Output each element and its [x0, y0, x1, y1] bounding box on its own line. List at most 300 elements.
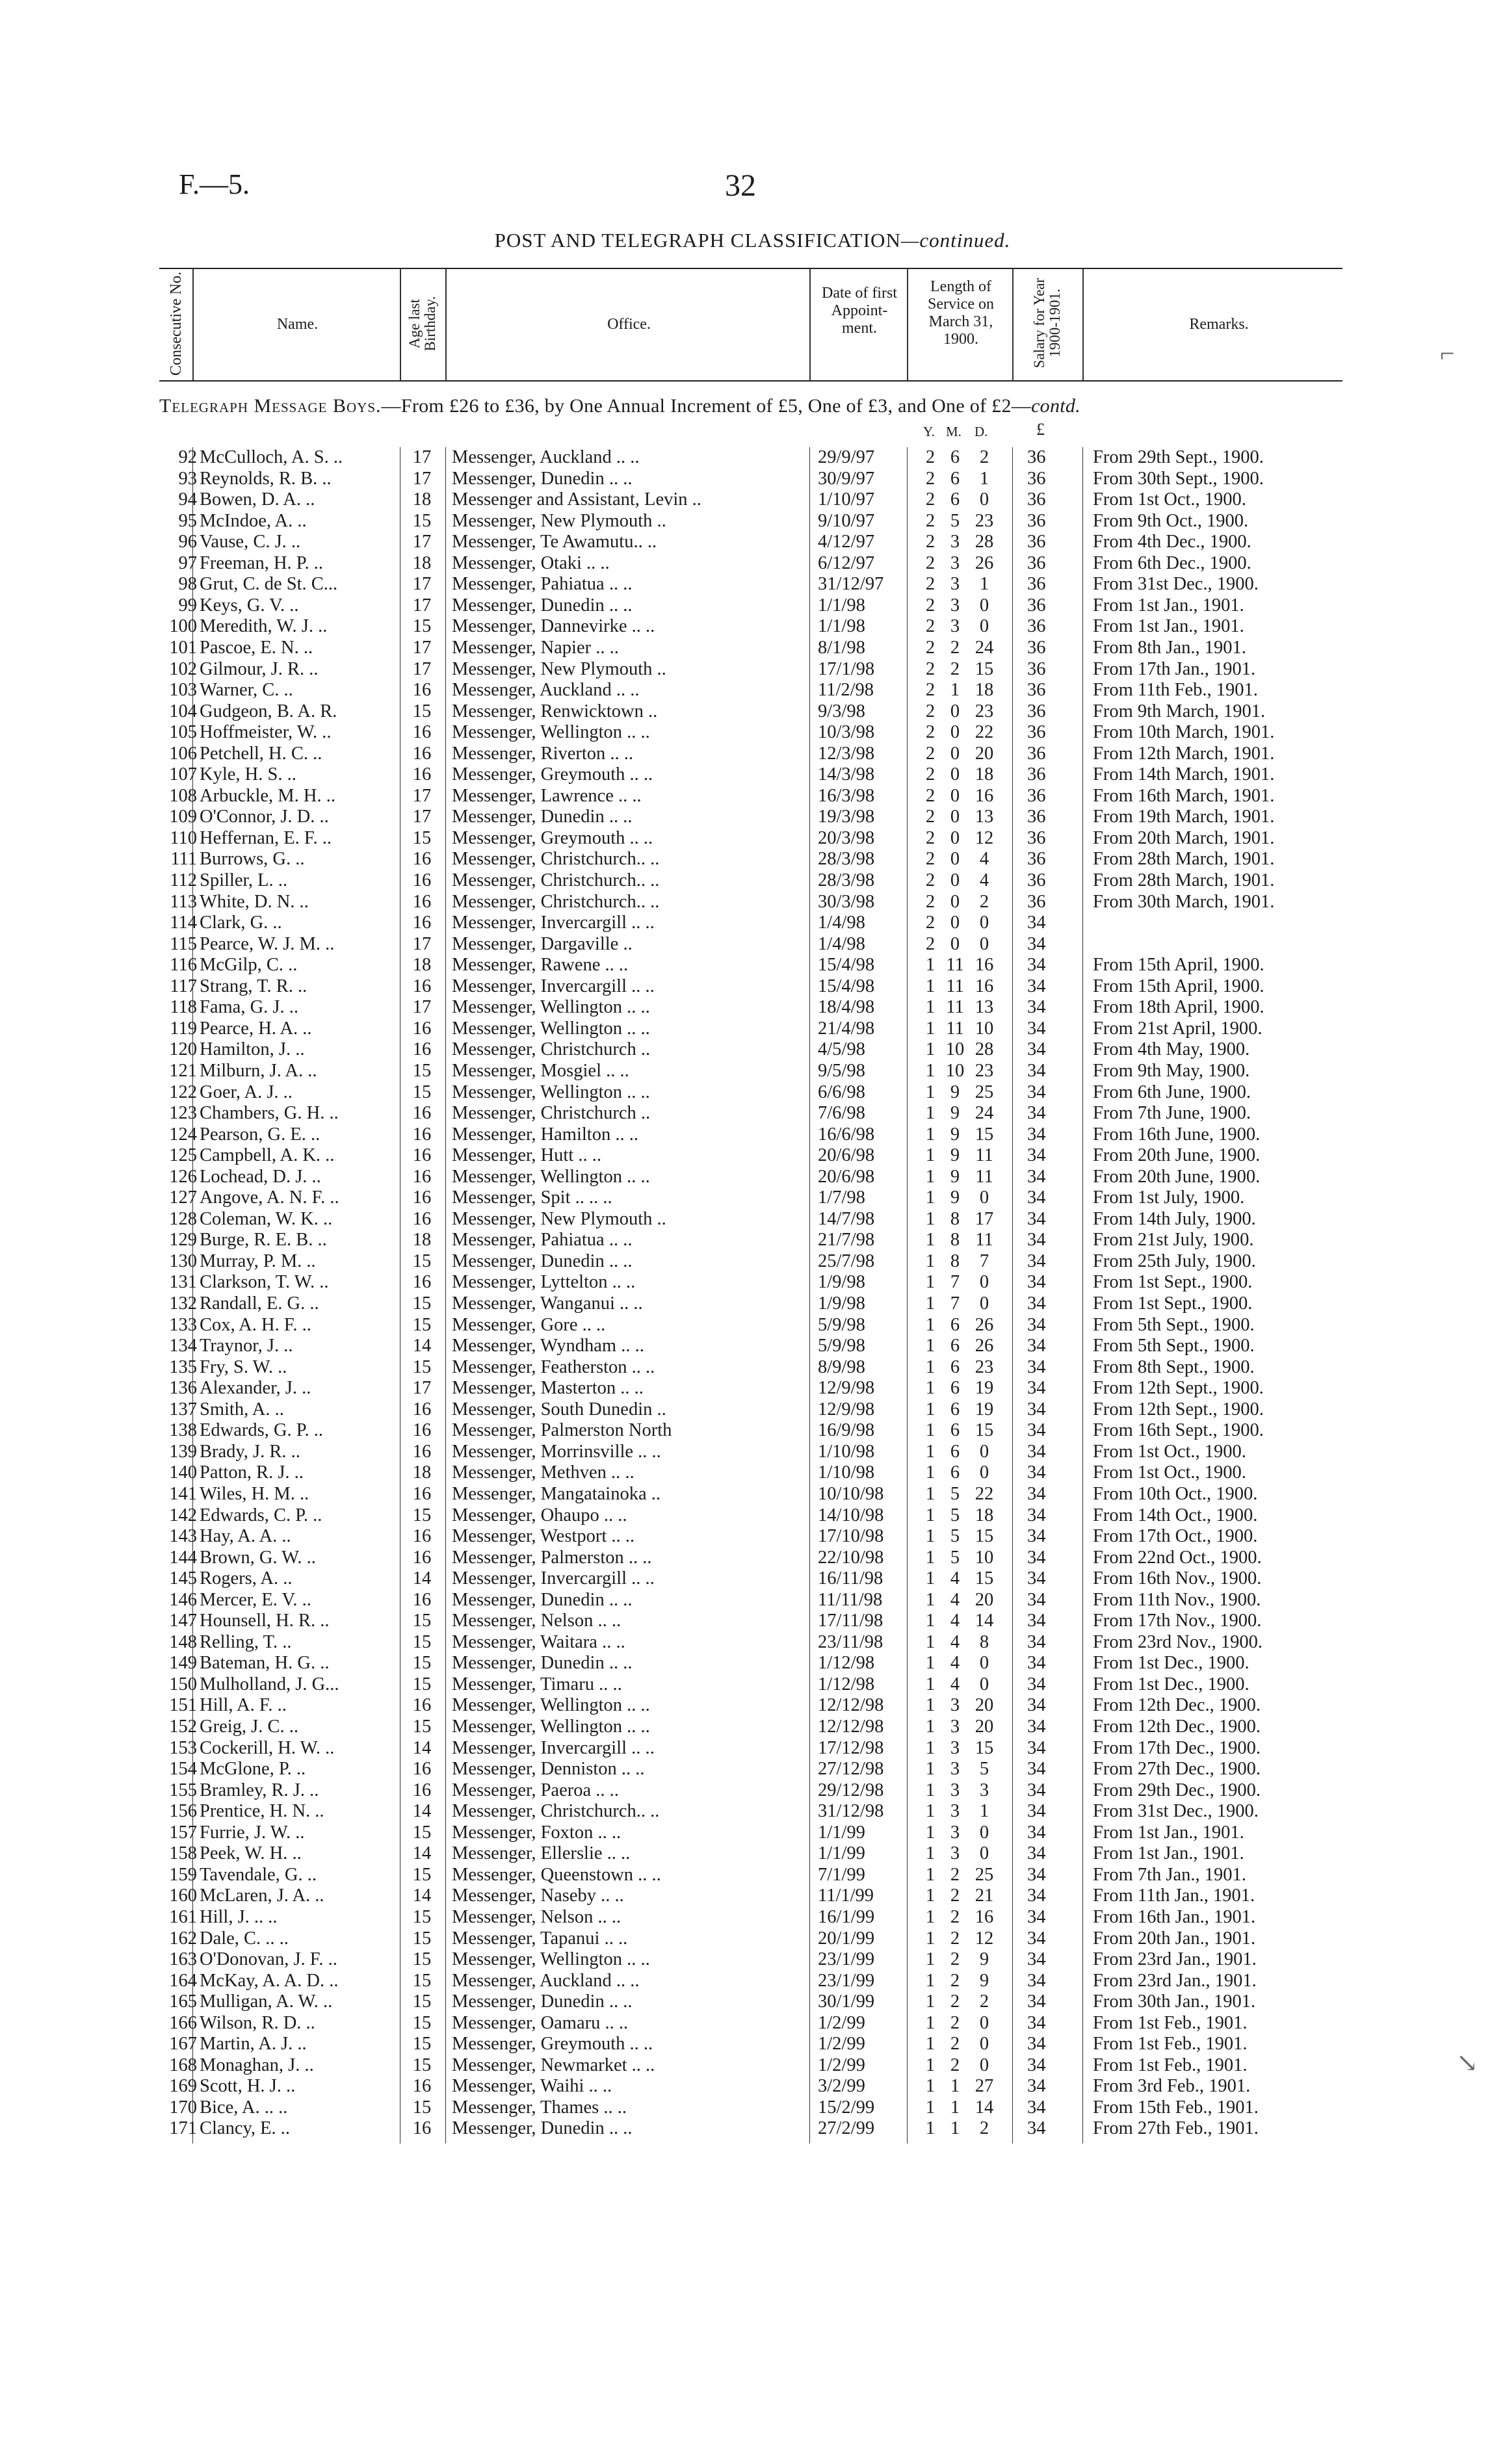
row-service-days: 18 — [975, 764, 994, 785]
row-service-months: 0 — [950, 913, 960, 933]
row-service-days: 23 — [975, 1060, 994, 1081]
row-service-months: 2 — [950, 2012, 960, 2033]
row-name: Scott, H. J. .. — [200, 2076, 296, 2097]
row-remarks: From 14th March, 1901. — [1093, 764, 1275, 785]
row-age: 15 — [412, 1611, 432, 1631]
row-number: 169 — [169, 2076, 197, 2097]
row-appointment-date: 1/1/98 — [818, 616, 865, 637]
row-office: Messenger, Wellington .. .. — [452, 1166, 650, 1187]
row-service-days: 4 — [979, 849, 989, 870]
row-salary: 34 — [1027, 976, 1046, 996]
row-age: 16 — [412, 1166, 432, 1187]
row-service-years: 1 — [925, 1103, 936, 1124]
row-salary: 34 — [1027, 2055, 1046, 2075]
row-remarks: From 11th Feb., 1901. — [1093, 680, 1258, 701]
row-service-days: 0 — [979, 2055, 989, 2075]
row-office: Messenger, Mangatainoka .. — [452, 1483, 661, 1504]
row-service-years: 1 — [925, 1483, 936, 1504]
row-number: 108 — [169, 785, 197, 806]
table-row — [0, 1484, 1505, 1505]
row-service-days: 10 — [975, 1018, 994, 1039]
page-number: 32 — [725, 168, 756, 203]
row-appointment-date: 9/5/98 — [818, 1060, 865, 1081]
row-service-days: 1 — [979, 1801, 989, 1822]
row-service-days: 0 — [979, 1187, 989, 1208]
row-office: Messenger, Tapanui .. .. — [452, 1928, 628, 1949]
row-office: Messenger, Spit .. .. .. — [452, 1187, 612, 1208]
row-number: 102 — [169, 658, 197, 679]
row-number: 111 — [170, 849, 197, 870]
row-number: 135 — [169, 1356, 197, 1377]
row-name: Cox, A. H. F. .. — [200, 1314, 311, 1335]
row-appointment-date: 6/12/97 — [818, 552, 875, 573]
row-office: Messenger, Otaki .. .. — [452, 552, 610, 573]
table-row — [0, 1357, 1505, 1378]
row-service-years: 2 — [925, 807, 936, 827]
row-salary: 36 — [1027, 722, 1046, 743]
row-service-months: 2 — [950, 1970, 960, 1991]
row-remarks: From 29th Sept., 1900. — [1093, 447, 1264, 467]
row-number: 156 — [169, 1801, 197, 1822]
row-salary: 36 — [1027, 807, 1046, 827]
row-office: Messenger, Nelson .. .. — [452, 1906, 622, 1927]
row-office: Messenger, Wellington .. .. — [452, 1018, 650, 1039]
row-office: Messenger, South Dunedin .. — [452, 1399, 666, 1420]
row-service-months: 2 — [950, 1928, 960, 1949]
table-row — [0, 1822, 1505, 1843]
row-appointment-date: 1/2/99 — [818, 2055, 865, 2075]
header-divider — [1012, 269, 1014, 380]
row-remarks: From 30th March, 1901. — [1093, 891, 1275, 912]
row-age: 18 — [412, 1230, 432, 1251]
table-row — [0, 934, 1505, 955]
table-row — [0, 2118, 1505, 2139]
row-name: Strang, T. R. .. — [200, 976, 308, 996]
unit-pound: £ — [1036, 420, 1045, 439]
row-number: 155 — [169, 1780, 197, 1800]
table-row — [0, 1590, 1505, 1611]
row-name: Hounsell, H. R. .. — [200, 1611, 330, 1631]
row-service-days: 24 — [975, 1103, 994, 1124]
row-service-days: 14 — [975, 1611, 994, 1631]
row-service-days: 24 — [975, 637, 994, 658]
row-service-months: 9 — [950, 1187, 960, 1208]
row-remarks: From 12th Sept., 1900. — [1093, 1399, 1264, 1420]
row-salary: 36 — [1027, 595, 1046, 616]
row-name: Brady, J. R. .. — [200, 1441, 300, 1462]
table-row — [0, 1653, 1505, 1674]
row-age: 17 — [412, 532, 432, 552]
row-number: 163 — [169, 1949, 197, 1970]
row-number: 145 — [169, 1568, 197, 1589]
row-remarks: From 17th Oct., 1900. — [1093, 1526, 1258, 1547]
row-number: 139 — [169, 1441, 197, 1462]
row-service-years: 1 — [925, 1018, 936, 1039]
row-office: Messenger, Ellerslie .. .. — [452, 1843, 631, 1864]
row-number: 162 — [169, 1928, 197, 1949]
row-service-days: 23 — [975, 701, 994, 721]
row-service-years: 2 — [925, 701, 936, 721]
row-age: 18 — [412, 1462, 432, 1483]
row-name: Freeman, H. P. .. — [200, 552, 323, 573]
row-name: O'Donovan, J. F. .. — [200, 1949, 337, 1970]
row-age: 15 — [412, 1631, 432, 1652]
row-service-years: 1 — [925, 976, 936, 996]
row-remarks: From 18th April, 1900. — [1093, 997, 1264, 1018]
row-office: Messenger, Hamilton .. .. — [452, 1124, 638, 1145]
row-service-months: 6 — [950, 489, 960, 510]
row-service-days: 2 — [979, 891, 989, 912]
row-office: Messenger, Pahiatua .. .. — [452, 1230, 633, 1251]
row-number: 114 — [170, 913, 197, 933]
row-age: 17 — [412, 447, 432, 467]
row-remarks: From 20th June, 1900. — [1093, 1166, 1261, 1187]
row-service-months: 3 — [950, 1822, 960, 1843]
row-service-years: 1 — [925, 955, 936, 976]
col-header-consecutive-no: Consecutive No. — [168, 272, 185, 376]
row-name: Lochead, D. J. .. — [200, 1166, 321, 1187]
row-service-years: 2 — [925, 680, 936, 701]
row-number: 161 — [169, 1906, 197, 1927]
row-number: 150 — [169, 1674, 197, 1694]
row-name: Bateman, H. G. .. — [200, 1653, 330, 1674]
row-remarks: From 20th March, 1901. — [1093, 827, 1275, 848]
row-number: 113 — [170, 891, 197, 912]
row-service-years: 2 — [925, 532, 936, 552]
row-service-days: 5 — [979, 1759, 989, 1780]
row-name: Clancy, E. .. — [200, 2118, 291, 2139]
row-name: Keys, G. V. .. — [200, 595, 299, 616]
row-remarks: From 23rd Jan., 1901. — [1093, 1970, 1257, 1991]
row-office: Messenger, Westport .. .. — [452, 1526, 635, 1547]
row-age: 16 — [412, 1780, 432, 1800]
row-appointment-date: 31/12/98 — [818, 1801, 884, 1822]
row-number: 126 — [169, 1166, 197, 1187]
row-service-days: 16 — [975, 785, 994, 806]
header-divider — [1082, 269, 1084, 380]
row-age: 16 — [412, 1759, 432, 1780]
row-salary: 36 — [1027, 743, 1046, 764]
row-service-days: 26 — [975, 552, 994, 573]
row-service-years: 1 — [925, 2118, 936, 2139]
row-office: Messenger, Christchurch .. — [452, 1039, 651, 1060]
row-name: Edwards, G. P. .. — [200, 1420, 323, 1441]
row-salary: 34 — [1027, 1737, 1046, 1758]
row-salary: 34 — [1027, 1505, 1046, 1525]
row-number: 122 — [169, 1082, 197, 1102]
row-salary: 34 — [1027, 1018, 1046, 1039]
row-appointment-date: 30/1/99 — [818, 1991, 875, 2012]
row-office: Messenger, Renwicktown .. — [452, 701, 658, 721]
row-name: Prentice, H. N. .. — [200, 1801, 324, 1822]
row-salary: 36 — [1027, 489, 1046, 510]
row-age: 16 — [412, 2076, 432, 2097]
table-row — [0, 574, 1505, 595]
row-office: Messenger, Greymouth .. .. — [452, 2034, 653, 2055]
row-number: 133 — [169, 1314, 197, 1335]
row-service-years: 2 — [925, 510, 936, 531]
row-remarks: From 16th Sept., 1900. — [1093, 1420, 1264, 1441]
row-appointment-date: 1/9/98 — [818, 1272, 865, 1293]
row-number: 131 — [169, 1272, 197, 1293]
row-salary: 34 — [1027, 1653, 1046, 1674]
table-row — [0, 595, 1505, 616]
row-service-days: 25 — [975, 1864, 994, 1885]
row-age: 16 — [412, 743, 432, 764]
row-number: 104 — [169, 701, 197, 721]
row-name: Pearce, H. A. .. — [200, 1018, 312, 1039]
row-remarks: From 16th June, 1900. — [1093, 1124, 1261, 1145]
row-remarks: From 25th July, 1900. — [1093, 1251, 1256, 1271]
row-remarks: From 4th May, 1900. — [1093, 1039, 1250, 1060]
row-name: Fry, S. W. .. — [200, 1356, 287, 1377]
row-appointment-date: 20/6/98 — [818, 1166, 875, 1187]
row-service-months: 8 — [950, 1251, 960, 1271]
table-row — [0, 1315, 1505, 1336]
col-header-age: Age last Birthday. — [406, 296, 438, 352]
row-appointment-date: 15/2/99 — [818, 2097, 875, 2118]
row-remarks: From 15th Feb., 1901. — [1093, 2097, 1259, 2118]
row-remarks: From 22nd Oct., 1900. — [1093, 1547, 1262, 1568]
row-name: Burge, R. E. B. .. — [200, 1230, 327, 1251]
row-number: 136 — [169, 1378, 197, 1399]
row-office: Messenger, Auckland .. .. — [452, 1970, 640, 1991]
row-age: 15 — [412, 1970, 432, 1991]
row-service-months: 11 — [946, 976, 964, 996]
row-salary: 34 — [1027, 933, 1046, 954]
row-service-days: 15 — [975, 1124, 994, 1145]
row-service-years: 1 — [925, 1124, 936, 1145]
row-office: Messenger, Te Awamutu.. .. — [452, 532, 657, 552]
row-salary: 34 — [1027, 1082, 1046, 1102]
row-appointment-date: 1/7/98 — [818, 1187, 865, 1208]
row-office: Messenger, Methven .. .. — [452, 1462, 635, 1483]
row-number: 151 — [169, 1695, 197, 1716]
row-service-days: 23 — [975, 1356, 994, 1377]
row-name: Tavendale, G. .. — [200, 1864, 317, 1885]
row-number: 109 — [169, 807, 197, 827]
row-age: 14 — [412, 1737, 432, 1758]
row-service-days: 18 — [975, 680, 994, 701]
row-service-years: 1 — [925, 2012, 936, 2033]
row-service-months: 11 — [946, 1018, 964, 1039]
row-service-years: 1 — [925, 1251, 936, 1271]
row-service-months: 4 — [950, 1568, 960, 1589]
row-age: 15 — [412, 701, 432, 721]
row-name: Hill, A. F. .. — [200, 1695, 287, 1716]
table-row — [0, 870, 1505, 891]
row-name: Alexander, J. .. — [200, 1378, 311, 1399]
row-service-days: 15 — [975, 1420, 994, 1441]
row-age: 15 — [412, 1864, 432, 1885]
row-appointment-date: 29/12/98 — [818, 1780, 884, 1800]
row-age: 17 — [412, 807, 432, 827]
row-number: 92 — [178, 447, 197, 467]
row-office: Messenger, Oamaru .. .. — [452, 2012, 629, 2033]
row-number: 157 — [169, 1822, 197, 1843]
row-service-days: 20 — [975, 1589, 994, 1610]
row-service-months: 0 — [950, 849, 960, 870]
header-divider — [809, 269, 811, 380]
row-service-months: 8 — [950, 1230, 960, 1251]
row-service-days: 0 — [979, 933, 989, 954]
row-service-months: 3 — [950, 574, 960, 595]
row-service-months: 3 — [950, 595, 960, 616]
table-row — [0, 638, 1505, 658]
row-name: Kyle, H. S. .. — [200, 764, 296, 785]
row-salary: 34 — [1027, 1293, 1046, 1314]
row-number: 96 — [178, 532, 197, 552]
row-appointment-date: 21/7/98 — [818, 1230, 875, 1251]
row-appointment-date: 12/12/98 — [818, 1695, 884, 1716]
row-age: 15 — [412, 1082, 432, 1102]
row-age: 15 — [412, 1293, 432, 1314]
table-row — [0, 511, 1505, 532]
row-number: 127 — [169, 1187, 197, 1208]
table-row — [0, 1082, 1505, 1103]
row-service-years: 1 — [925, 1399, 936, 1420]
row-service-months: 3 — [950, 1801, 960, 1822]
row-age: 16 — [412, 1187, 432, 1208]
row-service-years: 1 — [925, 1526, 936, 1547]
row-service-years: 1 — [925, 1886, 936, 1906]
row-number: 132 — [169, 1293, 197, 1314]
table-row — [0, 1717, 1505, 1737]
table-row — [0, 1167, 1505, 1187]
row-salary: 34 — [1027, 2012, 1046, 2033]
row-age: 18 — [412, 955, 432, 976]
row-appointment-date: 7/1/99 — [818, 1864, 865, 1885]
row-service-years: 1 — [925, 1166, 936, 1187]
row-office: Messenger, Invercargill .. .. — [452, 976, 655, 996]
row-appointment-date: 20/1/99 — [818, 1928, 875, 1949]
row-name: White, D. N. .. — [200, 891, 309, 912]
row-office: Messenger, Riverton .. .. — [452, 743, 634, 764]
row-remarks: From 17th Jan., 1901. — [1093, 658, 1256, 679]
table-row — [0, 807, 1505, 827]
row-name: Hill, J. .. .. — [200, 1906, 278, 1927]
row-appointment-date: 11/11/98 — [818, 1589, 883, 1610]
row-salary: 34 — [1027, 955, 1046, 976]
row-service-years: 1 — [925, 1378, 936, 1399]
row-office: Messenger, Ohaupo .. .. — [452, 1505, 627, 1525]
row-service-months: 8 — [950, 1208, 960, 1229]
row-name: Arbuckle, M. H. .. — [200, 785, 335, 806]
row-name: Coleman, W. K. .. — [200, 1208, 333, 1229]
row-appointment-date: 1/2/99 — [818, 2012, 865, 2033]
row-service-months: 5 — [950, 1483, 960, 1504]
row-number: 121 — [169, 1060, 197, 1081]
row-salary: 36 — [1027, 870, 1046, 890]
row-age: 16 — [412, 913, 432, 933]
row-service-days: 0 — [979, 2012, 989, 2033]
table-row — [0, 553, 1505, 574]
row-office: Messenger, Christchurch.. .. — [452, 870, 660, 890]
row-number: 128 — [169, 1208, 197, 1229]
row-remarks: From 7th Jan., 1901. — [1093, 1864, 1246, 1885]
row-service-days: 17 — [975, 1208, 994, 1229]
row-service-days: 0 — [979, 1272, 989, 1293]
row-salary: 36 — [1027, 785, 1046, 806]
table-row — [0, 1695, 1505, 1716]
row-service-months: 2 — [950, 1864, 960, 1885]
row-appointment-date: 3/2/99 — [818, 2076, 865, 2097]
row-remarks: From 1st Jan., 1901. — [1093, 1843, 1244, 1864]
row-service-days: 15 — [975, 1526, 994, 1547]
row-service-years: 1 — [925, 1314, 936, 1335]
row-remarks: From 1st Oct., 1900. — [1093, 1462, 1246, 1483]
row-office: Messenger, Dunedin .. .. — [452, 595, 633, 616]
row-name: Mulholland, J. G... — [200, 1674, 339, 1694]
row-age: 15 — [412, 2034, 432, 2055]
row-service-months: 3 — [950, 616, 960, 637]
row-remarks: From 27th Feb., 1901. — [1093, 2118, 1259, 2139]
row-service-days: 10 — [975, 1547, 994, 1568]
row-office: Messenger and Assistant, Levin .. — [452, 489, 701, 510]
row-name: McIndoe, A. .. — [200, 510, 307, 531]
table-row — [0, 1865, 1505, 1886]
row-age: 16 — [412, 722, 432, 743]
row-service-months: 2 — [950, 1949, 960, 1970]
row-service-years: 1 — [925, 2097, 936, 2118]
row-age: 15 — [412, 1906, 432, 1927]
col-header-office: Office. — [607, 316, 651, 333]
row-service-years: 2 — [925, 468, 936, 489]
row-office: Messenger, Wellington .. .. — [452, 1717, 650, 1737]
row-number: 160 — [169, 1886, 197, 1906]
table-row — [0, 1991, 1505, 2012]
row-service-years: 2 — [925, 595, 936, 616]
row-service-months: 10 — [945, 1039, 965, 1060]
row-remarks: From 1st Feb., 1901. — [1093, 2055, 1248, 2075]
row-service-years: 1 — [925, 1272, 936, 1293]
row-appointment-date: 14/10/98 — [818, 1505, 884, 1525]
row-service-days: 20 — [975, 1695, 994, 1716]
row-remarks: From 9th Oct., 1900. — [1093, 510, 1249, 531]
row-service-months: 6 — [950, 1462, 960, 1483]
row-service-days: 23 — [975, 510, 994, 531]
row-age: 16 — [412, 976, 432, 996]
row-service-days: 14 — [975, 2097, 994, 2118]
row-salary: 34 — [1027, 2034, 1046, 2055]
row-appointment-date: 21/4/98 — [818, 1018, 875, 1039]
row-service-days: 11 — [975, 1230, 993, 1251]
row-name: Goer, A. J. .. — [200, 1082, 293, 1102]
row-remarks: From 8th Jan., 1901. — [1093, 637, 1246, 658]
row-appointment-date: 28/3/98 — [818, 870, 875, 890]
table-row — [0, 1928, 1505, 1949]
unit-days: D. — [975, 424, 988, 439]
row-name: McLaren, J. A. .. — [200, 1886, 324, 1906]
row-number: 164 — [169, 1970, 197, 1991]
row-appointment-date: 10/10/98 — [818, 1483, 884, 1504]
row-name: Clark, G. .. — [200, 913, 282, 933]
row-salary: 36 — [1027, 849, 1046, 870]
row-number: 94 — [178, 489, 197, 510]
row-remarks: From 27th Dec., 1900. — [1093, 1759, 1261, 1780]
row-salary: 36 — [1027, 552, 1046, 573]
row-service-years: 1 — [925, 2034, 936, 2055]
row-number: 142 — [169, 1505, 197, 1525]
row-remarks: From 12th Dec., 1900. — [1093, 1695, 1261, 1716]
row-service-years: 1 — [925, 1505, 936, 1525]
row-salary: 34 — [1027, 997, 1046, 1018]
row-office: Messenger, Dunedin .. .. — [452, 1589, 633, 1610]
row-name: Warner, C. .. — [200, 680, 293, 701]
table-row — [0, 447, 1505, 468]
table-row — [0, 469, 1505, 489]
row-appointment-date: 30/3/98 — [818, 891, 875, 912]
